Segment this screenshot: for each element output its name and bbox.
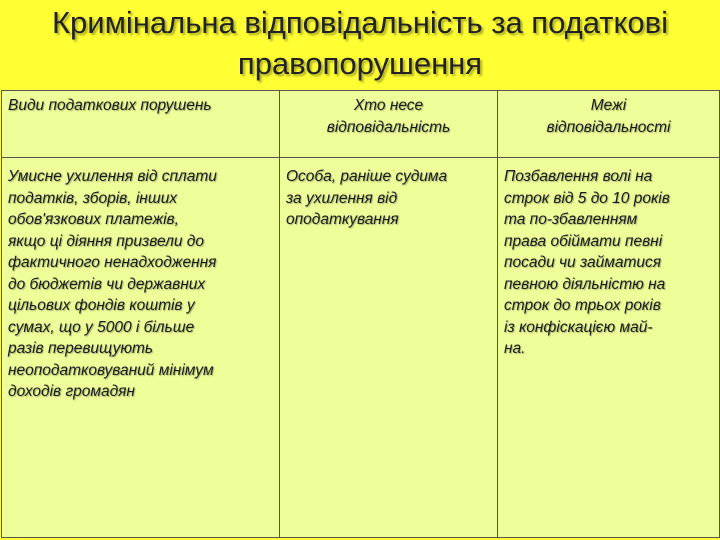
- header-violation-types: Види податкових порушень: [2, 91, 280, 158]
- title-line-1: Кримінальна відповідальність за податкові: [51, 5, 669, 40]
- page-title: [0, 2, 720, 88]
- cell-penalty: Позбавлення волі на строк від 5 до 10 років та по-збавленням права обіймати певні посади чи займатися певною діяльністю на строк до трьох років із конфіскацією май- на.: [498, 158, 720, 538]
- table-row: [2, 158, 720, 538]
- cell-violation-description: Умисне ухилення від сплати податків, зборів, інших обов'язкових платежів, якщо ці діяння призвели до фактичного ненадходження до бюджетів чи державних цільових фондів коштів у сумах, що у 5000 і більше разів перевищують неоподатковуваний мінімум доходів громадян: [2, 158, 280, 538]
- header-responsible-party: Хто несе відповідальність: [280, 91, 498, 158]
- liability-table: [1, 90, 720, 538]
- table-header-row: [2, 91, 720, 158]
- header-liability-limits: Межі відповідальності: [498, 91, 720, 158]
- title-line-2: правопорушення: [237, 46, 483, 81]
- cell-responsible-person: Особа, раніше судима за ухилення від оподаткування: [280, 158, 498, 538]
